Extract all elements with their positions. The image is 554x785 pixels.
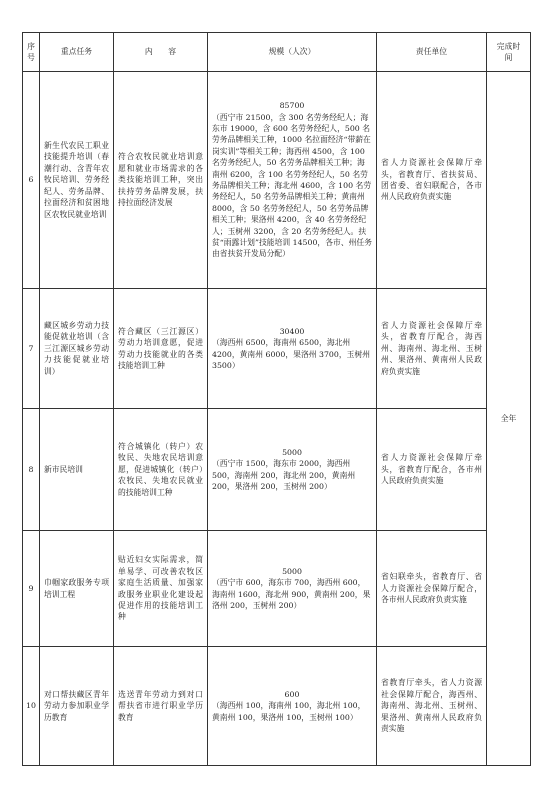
row-unit: 省人力资源社会保障厅牵头，省教育厅、省扶贫局、团省委、省妇联配合，各市州人民政府负责实施 — [377, 72, 487, 289]
row-content: 符合城镇化（转户）农牧民、失地农民培训意愿，促进城镇化（转户）农牧民、失地农民就业的技能培训工种 — [114, 409, 208, 531]
row-content: 贴近妇女实际需求，简单易学、可改善农牧区家庭生活质量、加强家政服务业职业化建设起促进作用的技能培训工种 — [114, 531, 208, 647]
table-row — [23, 647, 531, 766]
row-scale — [208, 72, 377, 289]
row-unit: 省人力资源社会保障厅牵头，省教育厅配合，海西州、海南州、海北州、玉树州、果洛州、黄南州人民政府负责实施 — [377, 289, 487, 409]
header-scale: 规模（人次） — [208, 33, 377, 72]
row-content: 选送青年劳动力到对口帮扶省市进行职业学历教育 — [114, 647, 208, 766]
scale-detail: （西宁市 600，海东市 700，海西州 600，海南州 1600，海北州 900，黄南州 200，果洛州 200，玉树州 200） — [212, 578, 371, 610]
table-row — [23, 409, 531, 531]
row-number: 8 — [23, 409, 40, 531]
scale-detail: （西宁市 1500，海东市 2000，海西州 500，海南州 200，海北州 200，黄南州 200，果洛州 200，玉树州 200） — [212, 459, 356, 491]
row-number: 7 — [23, 289, 40, 409]
row-content: 符合藏区（三江源区）劳动力培训意愿，促进劳动力技能就业的各类技能培训工种 — [114, 289, 208, 409]
header-content: 内 容 — [114, 33, 208, 72]
row-task: 藏区城乡劳动力技能促就业培训（含三江源区城乡劳动力技能促就业培训） — [40, 289, 114, 409]
scale-detail: （海西州 100，海南州 100，海北州 100，黄南州 100，果洛州 100，玉树州 100） — [212, 701, 366, 722]
row-content: 符合农牧民就业培训意愿和就业市场需求的各类技能培训工种，突出扶持劳务品牌发展，扶持拉面经济发展 — [114, 72, 208, 289]
scale-detail: （海西州 6500，海南州 6500，海北州 4200，黄南州 6000，果洛州 3700，玉树州 3500） — [212, 338, 371, 370]
row-time: 全年 — [487, 72, 531, 766]
row-number: 10 — [23, 647, 40, 766]
row-task: 新生代农民工职业技能提升培训（春潮行动、含青年农牧民培训、劳务经纪人、劳务品牌、拉面经济和贫困地区农牧民就业培训 — [40, 72, 114, 289]
row-task: 对口帮扶藏区青年劳动力参加职业学历教育 — [40, 647, 114, 766]
task-table — [22, 32, 531, 766]
row-task: 新市民培训 — [40, 409, 114, 531]
scale-total: 600 — [284, 689, 300, 699]
row-scale — [208, 289, 377, 409]
row-unit: 省妇联牵头，省教育厅、省人力资源社会保障厅配合，各市州人民政府负责实施 — [377, 531, 487, 647]
table-row — [23, 289, 531, 409]
row-scale — [208, 409, 377, 531]
scale-total: 5000 — [282, 566, 302, 576]
row-unit: 省人力资源社会保障厅牵头，省教育厅配合，各市州人民政府负责实施 — [377, 409, 487, 531]
row-scale — [208, 531, 377, 647]
header-num: 序号 — [23, 33, 40, 72]
row-unit: 省教育厅牵头，省人力资源社会保障厅配合，海西州、海南州、海北州、玉树州、果洛州、黄南州人民政府负责实施 — [377, 647, 487, 766]
scale-detail: （西宁市 21500，含 300 名劳务经纪人；海东市 19000，含 600 名劳务经纪人，500 名劳务品牌相关工种，1000 名拉面经济“带薪在岗实训”等相关工种；海西州 4500，含 100 名劳务经纪人，50 名劳务品牌相关工种；海南州 6200，含 100 名劳务经纪人，50 名劳务品牌相关工种；海北州 4600，含 100 名劳务经纪人，50 名劳务品牌相关工种；黄南州 8000，含 50 名劳务经纪人，50 名劳务品牌相关工种；果洛州 4200，含 40 名劳务经纪人；玉树州 3200，含 20 名劳务经纪人。扶贫“雨露计划”技能培训 14500，各市、州任务由省扶贫开发局分配） — [212, 112, 373, 259]
header-row — [23, 33, 531, 72]
scale-total: 30400 — [279, 326, 305, 336]
table-row — [23, 72, 531, 289]
table-row — [23, 531, 531, 647]
scale-total: 85700 — [279, 101, 305, 111]
header-time: 完成时间 — [487, 33, 531, 72]
header-task: 重点任务 — [40, 33, 114, 72]
row-number: 6 — [23, 72, 40, 289]
row-scale — [208, 647, 377, 766]
header-unit: 责任单位 — [377, 33, 487, 72]
scale-total: 5000 — [282, 447, 302, 457]
row-number: 9 — [23, 531, 40, 647]
row-task: 巾帼家政服务专项培训工程 — [40, 531, 114, 647]
